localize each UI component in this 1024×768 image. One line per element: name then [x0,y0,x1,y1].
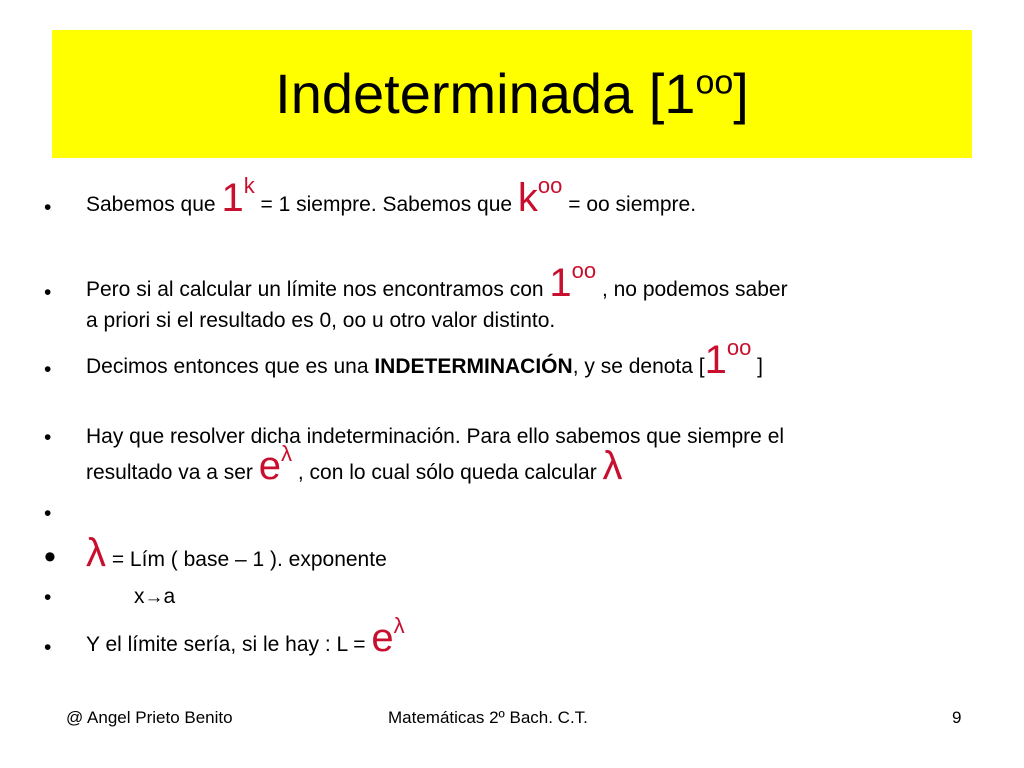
b8-text-1: Y el límite sería, si le hay : L = [86,633,372,656]
b1-text-1: Sabemos que [86,193,222,216]
title-banner [52,30,972,158]
footer-author: @ Angel Prieto Benito [66,708,233,727]
b8-e: e [371,616,394,660]
b4-text-1: resultado va a ser [86,461,259,484]
b3-text-1: Decimos entonces que es una [86,355,375,378]
bullet-6-text [86,533,387,573]
b4-e: e [258,444,282,488]
b3-text-3: ] [751,355,764,378]
bullet-4-marker: • [44,426,52,449]
bullet-2-text [86,258,788,305]
b1-text-3: = oo siempre. [562,193,697,216]
b4-lambda-superscript: λ [281,441,293,466]
footer-page-number: 9 [952,708,962,727]
b3-bold-term: INDETERMINACIÓN [374,355,573,378]
bullet-8-text [86,613,405,660]
b3-oo-superscript: oo [726,335,752,360]
b1-one: 1 [221,176,244,220]
bullet-3-marker: • [44,358,52,381]
bullet-5-marker: • [44,502,52,525]
bullet-1-text [86,173,697,220]
b6-lambda: λ [86,531,106,575]
b7-x: x [134,585,145,608]
bullet-6-marker: • [44,538,56,576]
bullet-4-line-2 [86,441,623,488]
b1-k-superscript: k [243,173,255,198]
title-close-bracket: ] [733,62,749,125]
bullet-4-line-1: Hay que resolver dicha indeterminación. Para ello sabemos que siempre el [86,425,785,448]
b2-one: 1 [549,261,572,305]
slide-title [275,62,749,125]
b1-oo-superscript: oo [537,173,563,198]
b3-text-2: , y se denota [ [572,355,705,378]
b4-lambda: λ [602,444,623,488]
bullet-3-text [86,335,764,382]
bullet-8-marker: • [44,636,52,659]
arrow-right-icon: → [144,587,164,608]
bullet-7-marker: • [44,586,52,609]
b8-lambda-superscript: λ [393,613,405,638]
title-text: Indeterminada [1 [275,62,696,125]
b7-a: a [163,585,176,608]
b2-text-2: , no podemos saber [596,278,788,301]
b3-one: 1 [704,338,727,382]
footer-course: Matemáticas 2º Bach. C.T. [388,708,588,727]
b1-text-2: = 1 siempre. Sabemos que [254,193,518,216]
b1-k: k [517,176,538,220]
bullet-7-text [134,586,175,607]
bullet-1-marker: • [44,196,52,219]
b2-oo-superscript: oo [571,258,597,283]
bullet-2-marker: • [44,281,52,304]
b6-text: = Lím ( base – 1 ). exponente [106,548,387,571]
title-superscript: oo [695,63,734,102]
b4-text-2: , con lo cual sólo queda calcular [292,461,603,484]
bullet-2-line-2: a priori si el resultado es 0, oo u otro valor distinto. [86,309,556,332]
b2-text-1: Pero si al calcular un límite nos encontramos con [86,278,550,301]
